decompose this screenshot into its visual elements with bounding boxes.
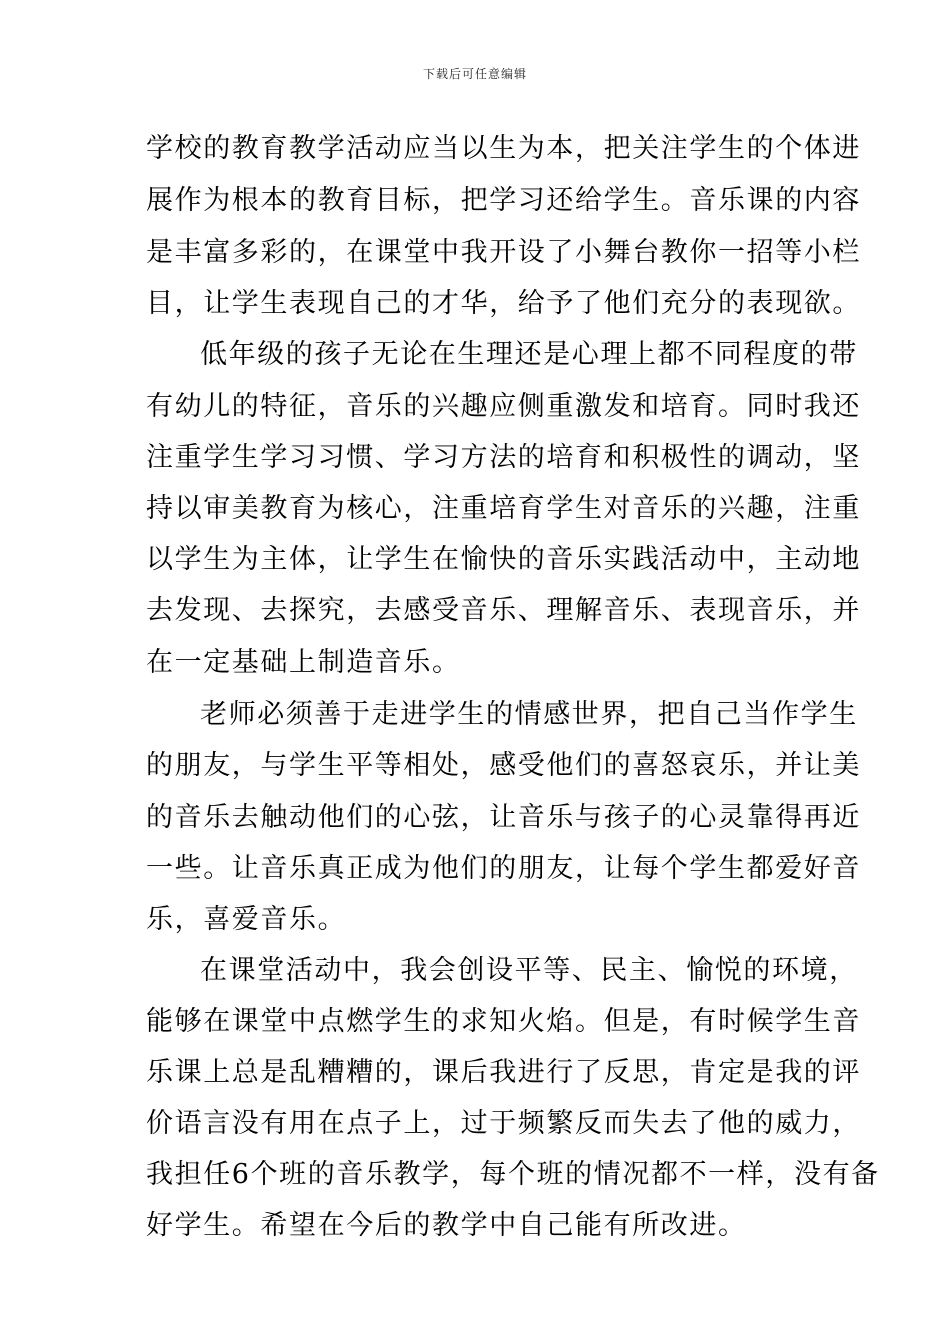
text-line: 好学生。希望在今后的教学中自己能有所改进。: [146, 1210, 747, 1241]
text-line: 目，让学生表现自己的才华，给予了他们充分的表现欲。: [146, 288, 861, 319]
text-line: 是丰富多彩的，在课堂中我开设了小舞台教你一招等小栏: [146, 237, 861, 268]
text-line: 老师必须善于走进学生的情感世界，把自己当作学生: [200, 699, 858, 730]
text-line: 去发现、去探究，去感受音乐、理解音乐、表现音乐，并: [146, 595, 861, 626]
text-line: 有幼儿的特征，音乐的兴趣应侧重激发和培育。同时我还: [146, 391, 861, 422]
text-line: 价语言没有用在点子上，过于频繁反而失去了他的威力，: [146, 1108, 861, 1139]
text-line: 在一定基础上制造音乐。: [146, 647, 461, 678]
header-note: 下载后可任意编辑: [422, 67, 527, 81]
text-line: 注重学生学习习惯、学习方法的培育和积极性的调动，坚: [146, 442, 861, 473]
text-line: 的音乐去触动他们的心弦，让音乐与孩子的心灵靠得再近: [146, 802, 861, 833]
text-line: 以学生为主体，让学生在愉快的音乐实践活动中，主动地: [146, 544, 861, 575]
text-line: 能够在课堂中点燃学生的求知火焰。但是，有时候学生音: [146, 1006, 861, 1037]
text-line: 学校的教育教学活动应当以生为本，把关注学生的个体进: [146, 133, 861, 164]
text-line: 乐，喜爱音乐。: [146, 904, 347, 935]
text-line: 我担任6个班的音乐教学，每个班的情况都不一样，没有备: [146, 1159, 880, 1190]
text-line: 乐课上总是乱糟糟的，课后我进行了反思，肯定是我的评: [146, 1057, 861, 1088]
text-line: 在课堂活动中，我会创设平等、民主、愉悦的环境，: [200, 955, 858, 986]
text-line: 持以审美教育为核心，注重培育学生对音乐的兴趣，注重: [146, 493, 861, 524]
text-line: 一些。让音乐真正成为他们的朋友，让每个学生都爱好音: [146, 853, 861, 884]
text-line: 的朋友，与学生平等相处，感受他们的喜怒哀乐，并让美: [146, 750, 861, 781]
text-line: 展作为根本的教育目标，把学习还给学生。音乐课的内容: [146, 185, 861, 216]
text-line: 低年级的孩子无论在生理还是心理上都不同程度的带: [200, 339, 858, 370]
